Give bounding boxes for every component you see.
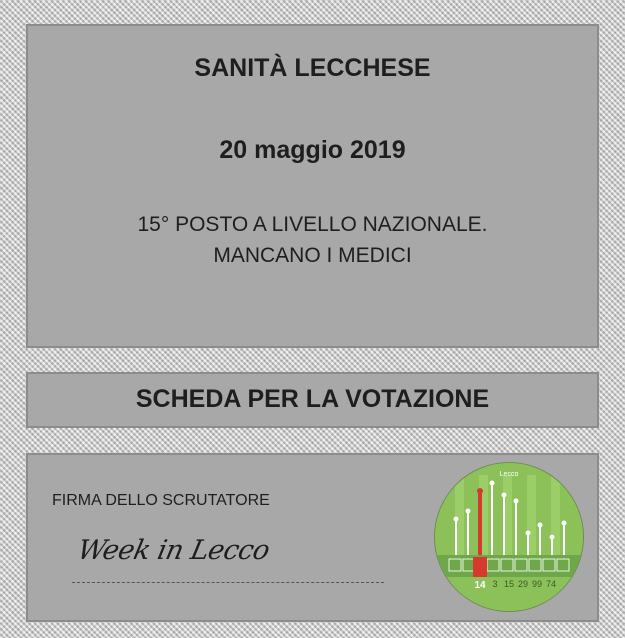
logo-city-label: Lecco [499,471,519,478]
logo-number: 74 [545,579,557,589]
logo-number: 15 [503,579,515,589]
headline-text-line-2: MANCANO I MEDICI [213,244,412,267]
headline-date: 20 maggio 2019 [219,136,406,164]
logo-number: 99 [531,579,543,589]
ranking-logo [434,462,584,612]
headline-title: SANITÀ LECCHESE [194,54,431,82]
ballot-title: SCHEDA PER LA VOTAZIONE [135,385,490,413]
logo-rank: 14 [474,580,486,591]
ballot-title-panel [26,372,599,428]
ranking-logo-graphic [435,463,583,611]
headline-panel [26,24,599,348]
logo-number: 29 [517,579,529,589]
headline-text-line-1: 15° POSTO A LIVELLO NAZIONALE. [137,213,488,236]
signature-panel [26,453,599,622]
handwritten-signature: Week in Lecco [74,535,273,566]
signature-line [72,582,384,583]
logo-number: 3 [492,579,498,589]
signature-label: FIRMA DELLO SCRUTATORE [52,492,270,509]
